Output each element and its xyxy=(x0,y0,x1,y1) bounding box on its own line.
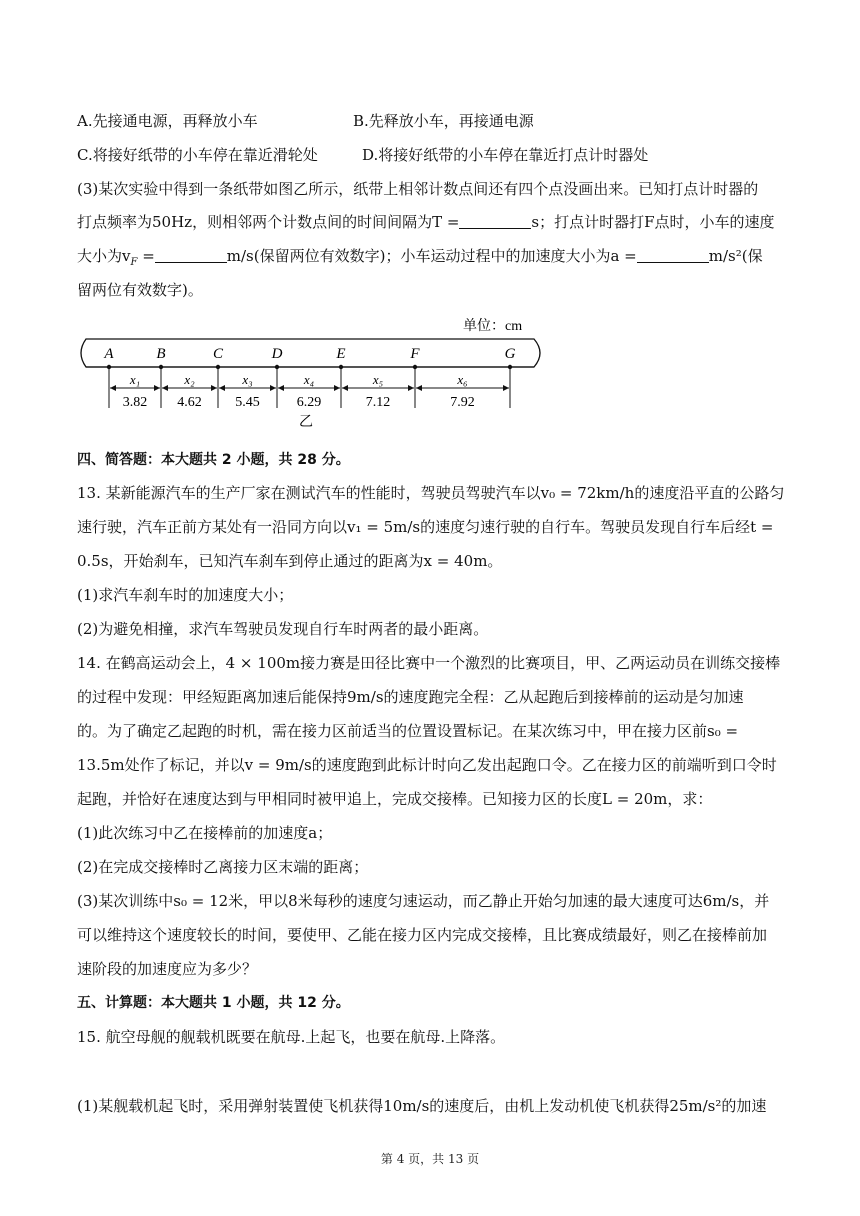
point-dot-D xyxy=(275,365,279,369)
q14-sub3b: 可以维持这个速度较长的时间，要使甲、乙能在接力区内完成交接棒，且比赛成绩最好，则乙在接棒前加 xyxy=(77,926,768,944)
arrowhead-left-6 xyxy=(416,385,422,391)
q14-line1: 14. 在鹤高运动会上，4 × 100m接力赛是田径比赛中一个激烈的比赛项目，甲、乙两运动员在训练交接棒 xyxy=(77,654,781,672)
arrowhead-left-5 xyxy=(342,385,348,391)
paper-tape-figure xyxy=(72,312,562,430)
q12-3-line3c: m/s(保留两位有效数字)；小车运动过程中的加速度大小为a = xyxy=(226,247,637,265)
section-5-heading: 五、计算题：本大题共 1 小题，共 12 分。 xyxy=(77,995,350,1011)
q14-sub3c: 速阶段的加速度应为多少？ xyxy=(77,960,258,978)
arrowhead-right-3 xyxy=(270,385,276,391)
q13-line2: 速行驶，汽车正前方某处有一沿同方向以v₁ = 5m/s的速度匀速行驶的自行车。驾驶员发现自行车后经t = xyxy=(77,518,774,536)
arrowhead-right-6 xyxy=(503,385,509,391)
tape-segments xyxy=(110,372,509,410)
q12-3-line3: 大小为$v_F = m/s$(保留两位有效数字)；小车运动过程中的加速度大小为a = m/s²(保 xyxy=(77,247,763,268)
segment-label-1: x₁ xyxy=(129,372,141,387)
point-dot-G xyxy=(508,365,512,369)
q13-line3: 0.5s，开始刹车，已知汽车刹车到停止通过的距离为x = 40m。 xyxy=(77,552,503,570)
q13-line1: 13. 某新能源汽车的生产厂家在测试汽车的性能时，驾驶员驾驶汽车以v₀ = 72km/h的速度沿平直的公路匀 xyxy=(77,484,785,502)
q14-line4: 13.5m处作了标记，并以v = 9m/s的速度跑到此标计时向乙发出起跑口令。乙在接力区的前端听到口令时 xyxy=(77,756,777,774)
q12-3-line4: 留两位有效数字)。 xyxy=(77,281,203,299)
arrowhead-left-3 xyxy=(219,385,225,391)
answer-blank-a xyxy=(637,248,709,263)
point-dot-B xyxy=(159,365,163,369)
option-d: D.将接好纸带的小车停在靠近打点计时器处 xyxy=(362,146,649,164)
option-a: A.先接通电源，再释放小车 xyxy=(77,112,258,130)
arrowhead-right-1 xyxy=(154,385,160,391)
arrowhead-left-1 xyxy=(110,385,116,391)
point-label-G: G xyxy=(504,346,516,362)
q14-line2: 的过程中发现：甲经短距离加速后能保持9m/s的速度跑完全程：乙从起跑后到接棒前的运动是匀加速 xyxy=(77,688,744,706)
segment-label-3: x₃ xyxy=(242,372,253,387)
q12-3-line3a: 大小为v xyxy=(77,247,131,265)
q14-sub2: (2)在完成交接棒时乙离接力区末端的距离； xyxy=(77,858,369,876)
q15-line1: 15. 航空母舰的舰载机既要在航母.上起飞，也要在航母.上降落。 xyxy=(77,1028,506,1046)
figure-caption: 乙 xyxy=(299,415,313,430)
segment-label-2: x₂ xyxy=(184,372,195,387)
q14-line5: 起跑，并恰好在速度达到与甲相同时被甲追上，完成交接棒。已知接力区的长度L = 20m，求： xyxy=(77,790,713,808)
segment-value-1: 3.82 xyxy=(122,395,148,410)
q12-3-line2b: s；打点计时器打F点时，小车的速度 xyxy=(531,213,775,231)
q14-line3: 的。为了确定乙起跑的时机，需在接力区前适当的位置设置标记。在某次练习中，甲在接力区前s₀ = xyxy=(77,722,739,740)
segment-label-6: x₆ xyxy=(457,372,468,387)
q12-3-line3b: = xyxy=(137,247,155,265)
point-dot-A xyxy=(107,365,111,369)
arrowhead-left-2 xyxy=(162,385,168,391)
arrowhead-right-5 xyxy=(408,385,414,391)
q13-sub2: (2)为避免相撞，求汽车驾驶员发现自行车时两者的最小距离。 xyxy=(77,620,489,638)
option-c: C.将接好纸带的小车停在靠近滑轮处 xyxy=(77,146,318,164)
point-label-C: C xyxy=(212,346,224,362)
q12-3-line3d: m/s²(保 xyxy=(708,247,763,265)
point-label-A: A xyxy=(104,346,114,362)
segment-label-4: x₄ xyxy=(303,372,315,387)
segment-value-5: 7.12 xyxy=(365,395,391,410)
point-dot-E xyxy=(339,365,343,369)
q12-3-line2 xyxy=(77,211,790,233)
segment-label-5: x₅ xyxy=(372,372,384,387)
q14-sub3a: (3)某次训练中s₀ = 12米，甲以8米每秒的速度匀速运动，而乙静止开始匀加速的最大速度可达6m/s，并 xyxy=(77,892,770,910)
segment-value-4: 6.29 xyxy=(296,395,322,410)
point-dot-F xyxy=(413,365,417,369)
q14-sub1: (1)此次练习中乙在接棒前的加速度a； xyxy=(77,824,333,842)
option-b: B.先释放小车，再接通电源 xyxy=(353,112,534,130)
q12-3-line2a: 打点频率为50Hz，则相邻两个计数点间的时间间隔为T = xyxy=(77,213,460,231)
page-footer: 第 4 页，共 13 页 xyxy=(380,1152,480,1166)
section-4-heading: 四、简答题：本大题共 2 小题，共 28 分。 xyxy=(77,452,350,468)
answer-blank-vf xyxy=(155,248,227,263)
answer-blank-t xyxy=(459,214,531,229)
point-label-D: D xyxy=(271,346,283,362)
unit-label: 单位：cm xyxy=(463,319,523,334)
q15-sub1: (1)某舰载机起飞时，采用弹射装置使飞机获得10m/s的速度后，由机上发动机使飞机获得25m/s²的加速 xyxy=(77,1097,767,1115)
tape-outline xyxy=(81,339,540,367)
segment-value-3: 5.45 xyxy=(235,395,260,410)
point-dot-C xyxy=(216,365,220,369)
q12-3-line1: (3)某次实验中得到一条纸带如图乙所示，纸带上相邻计数点间还有四个点没画出来。已知打点计时器的 xyxy=(77,180,759,198)
q13-sub1: (1)求汽车刹车时的加速度大小； xyxy=(77,586,294,604)
segment-value-6: 7.92 xyxy=(450,395,475,410)
point-label-E: E xyxy=(336,346,346,362)
point-label-F: F xyxy=(410,346,420,362)
arrowhead-right-2 xyxy=(211,385,217,391)
point-label-B: B xyxy=(156,346,166,362)
segment-value-2: 4.62 xyxy=(177,395,202,410)
arrowhead-right-4 xyxy=(334,385,340,391)
arrowhead-left-4 xyxy=(278,385,284,391)
